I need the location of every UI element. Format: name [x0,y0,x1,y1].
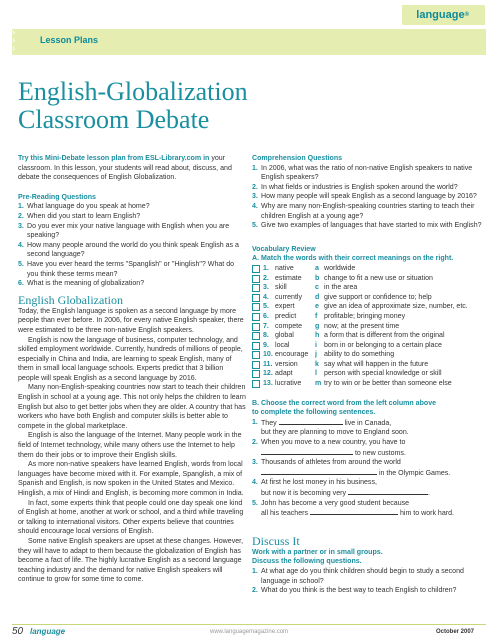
footer-date: October 2007 [436,629,475,635]
fill-in-list [252,418,484,519]
list-item: 6. What is the meaning of globalization? [18,280,145,288]
blank-input[interactable] [348,488,428,495]
list-item: 5. Give two examples of languages that have started to mix with English? [252,222,482,230]
vocab-row: 2. estimate b change to fit a new use or situation [252,274,484,284]
list-item: 5. John has become a very good student because all his teachers him to work hard. [252,499,454,518]
blank-input[interactable] [279,418,343,425]
intro-rest: your classroom. In this lesson, your students will read about, discuss, and debate the consequences of English Globalization. [18,155,232,182]
article-paragraph: English is now the language of business, computer technology, and skilled employment worldwide. Currently, hundreds of millions of people, especially in China and India, are learning to speak English, many of them in small local language schools. Experts predict that 3 billion people will speak English as a second language by 2016. [18,336,243,382]
comprehension-heading: Comprehension Questions [252,155,343,162]
article-paragraph: English is also the language of the Internet. Many people work in the field of Internet technology, while many others use the Internet to help them do their jobs or to improve their English skills. [18,432,242,459]
page-title [18,78,438,134]
left-column [18,154,246,585]
vocab-row: 9. local i born in or belonging to a certain place [252,341,484,351]
list-item: 4. Why are many non-English-speaking countries starting to teach their children English at a young age? [252,202,475,220]
list-item: 4. At first he lost money in his business, but now it is becoming very . [252,479,430,497]
article-paragraph: In fact, some experts think that people could one day speak one kind of English at home, another at work or school, and a third while traveling or talking to international visitors. Other experts believe that countries should encourage local versions of English. [18,499,244,536]
vocab-row: 3. skill c in the area [252,283,484,293]
checkbox[interactable] [252,361,260,369]
vocab-row: 5. expert e give an idea of approximate size, number, etc. [252,302,484,312]
pre-reading-heading: Pre-Reading Questions [18,193,96,201]
checkbox[interactable] [252,303,260,311]
article-body [18,307,246,585]
list-item: 2. When you move to a new country, you have to to new customs. [252,439,406,457]
vocab-row: 12. adapt l person with special knowledge or skill [252,369,484,379]
vocab-row: 8. global h a form that is different from the original [252,331,484,341]
list-item: 3. Thousands of athletes from around the world in the Olympic Games. [252,459,451,477]
footer-brand-logo: language [30,627,66,636]
article-paragraph: Some native English speakers are upset at these changes. However, they will have to adapt to them because the globalization of English has become a fact of life. The highly lucrative English as a second language teaching industry and the demand for native English speakers will continue to grow for some time to come. [18,537,244,584]
vocab-row: 6. predict f profitable; bringing money [252,312,484,322]
list-item: 1. What language do you speak at home? [18,203,150,211]
blank-input[interactable] [261,448,353,455]
checkbox[interactable] [252,342,260,350]
list-item: 1. They live in Canada, but they are planning to move to England soon. [252,418,409,437]
pre-reading-list [18,202,246,288]
comprehension-list [252,164,484,231]
vocab-instruction-b1: B. Choose the correct word from the left column above [252,399,437,407]
vocab-row: 13. lucrative m try to win or be better than someone else [252,379,484,389]
list-item: 4. How many people around the world do you think speak English as a second language? [18,241,239,259]
vocab-instruction-a: A. Match the words with their correct meanings on the right. [252,255,454,263]
checkbox[interactable] [252,294,260,302]
brand-logo: language® [402,5,485,25]
vocab-row: 7. compete g now; at the present time [252,322,484,332]
vocab-match-list [252,264,484,389]
discuss-sub-2: Discuss the following questions. [252,558,362,566]
vocab-heading: Vocabulary Review [252,245,316,253]
list-item: 2. In what fields or industries is English spoken around the world? [252,183,458,191]
section-header-bar [12,27,486,62]
list-item: 3. How many people will speak English as a second language by 2016? [252,193,477,201]
article-paragraph: Today, the English language is spoken as a second language by more people than ever before. In 2006, for every native English speaker, there were estimated to be three non-native English speakers. [18,307,244,334]
checkbox[interactable] [252,380,260,388]
vocab-row: 1. native a worldwide [252,264,484,274]
vocab-row: 11. version k say what will happen in the future [252,360,484,370]
vocab-row: 10. encourage j ability to do something [252,350,484,360]
checkbox[interactable] [252,351,260,359]
checkbox[interactable] [252,370,260,378]
blank-input[interactable] [310,508,398,515]
discuss-sub-1: Work with a partner or in small groups. [252,548,383,556]
article-paragraph: As more non-native speakers have learned English, words from local languages have become mixed with it. For example, Spanglish, a mix of Spanish and English, is now spoken in the United States and Mexico. Hinglish, a mix of Hindi and English, is becoming more common in India. [18,461,244,497]
list-item: 2. When did you start to learn English? [18,212,141,220]
checkbox[interactable] [252,275,260,283]
checkbox[interactable] [252,332,260,340]
footer-website: www.languagemagazine.com [210,629,289,635]
right-column [252,154,484,596]
list-item: 2. What do you think is the best way to teach English to children? [252,587,457,595]
title-line-1: English-Globalization [18,77,248,106]
page-number: 50 [12,626,24,637]
article-heading: English Globalization [18,292,123,307]
list-item: 3. Do you ever mix your native language with English when you are speaking? [18,222,230,240]
vocab-row: 4. currently d give support or confidence to; help [252,293,484,303]
article-paragraph: Many non-English-speaking countries now start to teach their children English in school at a young age. This not only helps the children to learn English but also to get better jobs when they are older. A country that has workers who have both English and computer skills is better able to compete in the global marketplace. [18,384,246,430]
section-label: Lesson Plans [40,35,99,45]
list-item: 1. At what age do you think children should begin to study a second language in school? [252,567,464,585]
blank-input[interactable] [261,468,377,475]
list-item: 5. Have you ever heard the terms "Spanglish" or "Hinglish"? What do you think these terms mean? [18,260,235,278]
checkbox[interactable] [252,323,260,331]
discuss-heading: Discuss It [252,533,300,548]
chevron-pattern-icon: › › › › [12,27,16,62]
vocab-instruction-b2: to complete the following sentences. [252,409,376,417]
discuss-list [252,567,484,596]
checkbox[interactable] [252,313,260,321]
footer-divider [12,624,486,625]
checkbox[interactable] [252,284,260,292]
title-line-2: Classroom Debate [18,105,210,134]
checkbox[interactable] [252,265,260,273]
intro-paragraph [18,154,246,183]
intro-lead: Try this Mini-Debate lesson plan from ESL-Library.com in [18,155,210,162]
list-item: 1. In 2006, what was the ratio of non-native English speakers to native English speakers? [252,164,473,182]
